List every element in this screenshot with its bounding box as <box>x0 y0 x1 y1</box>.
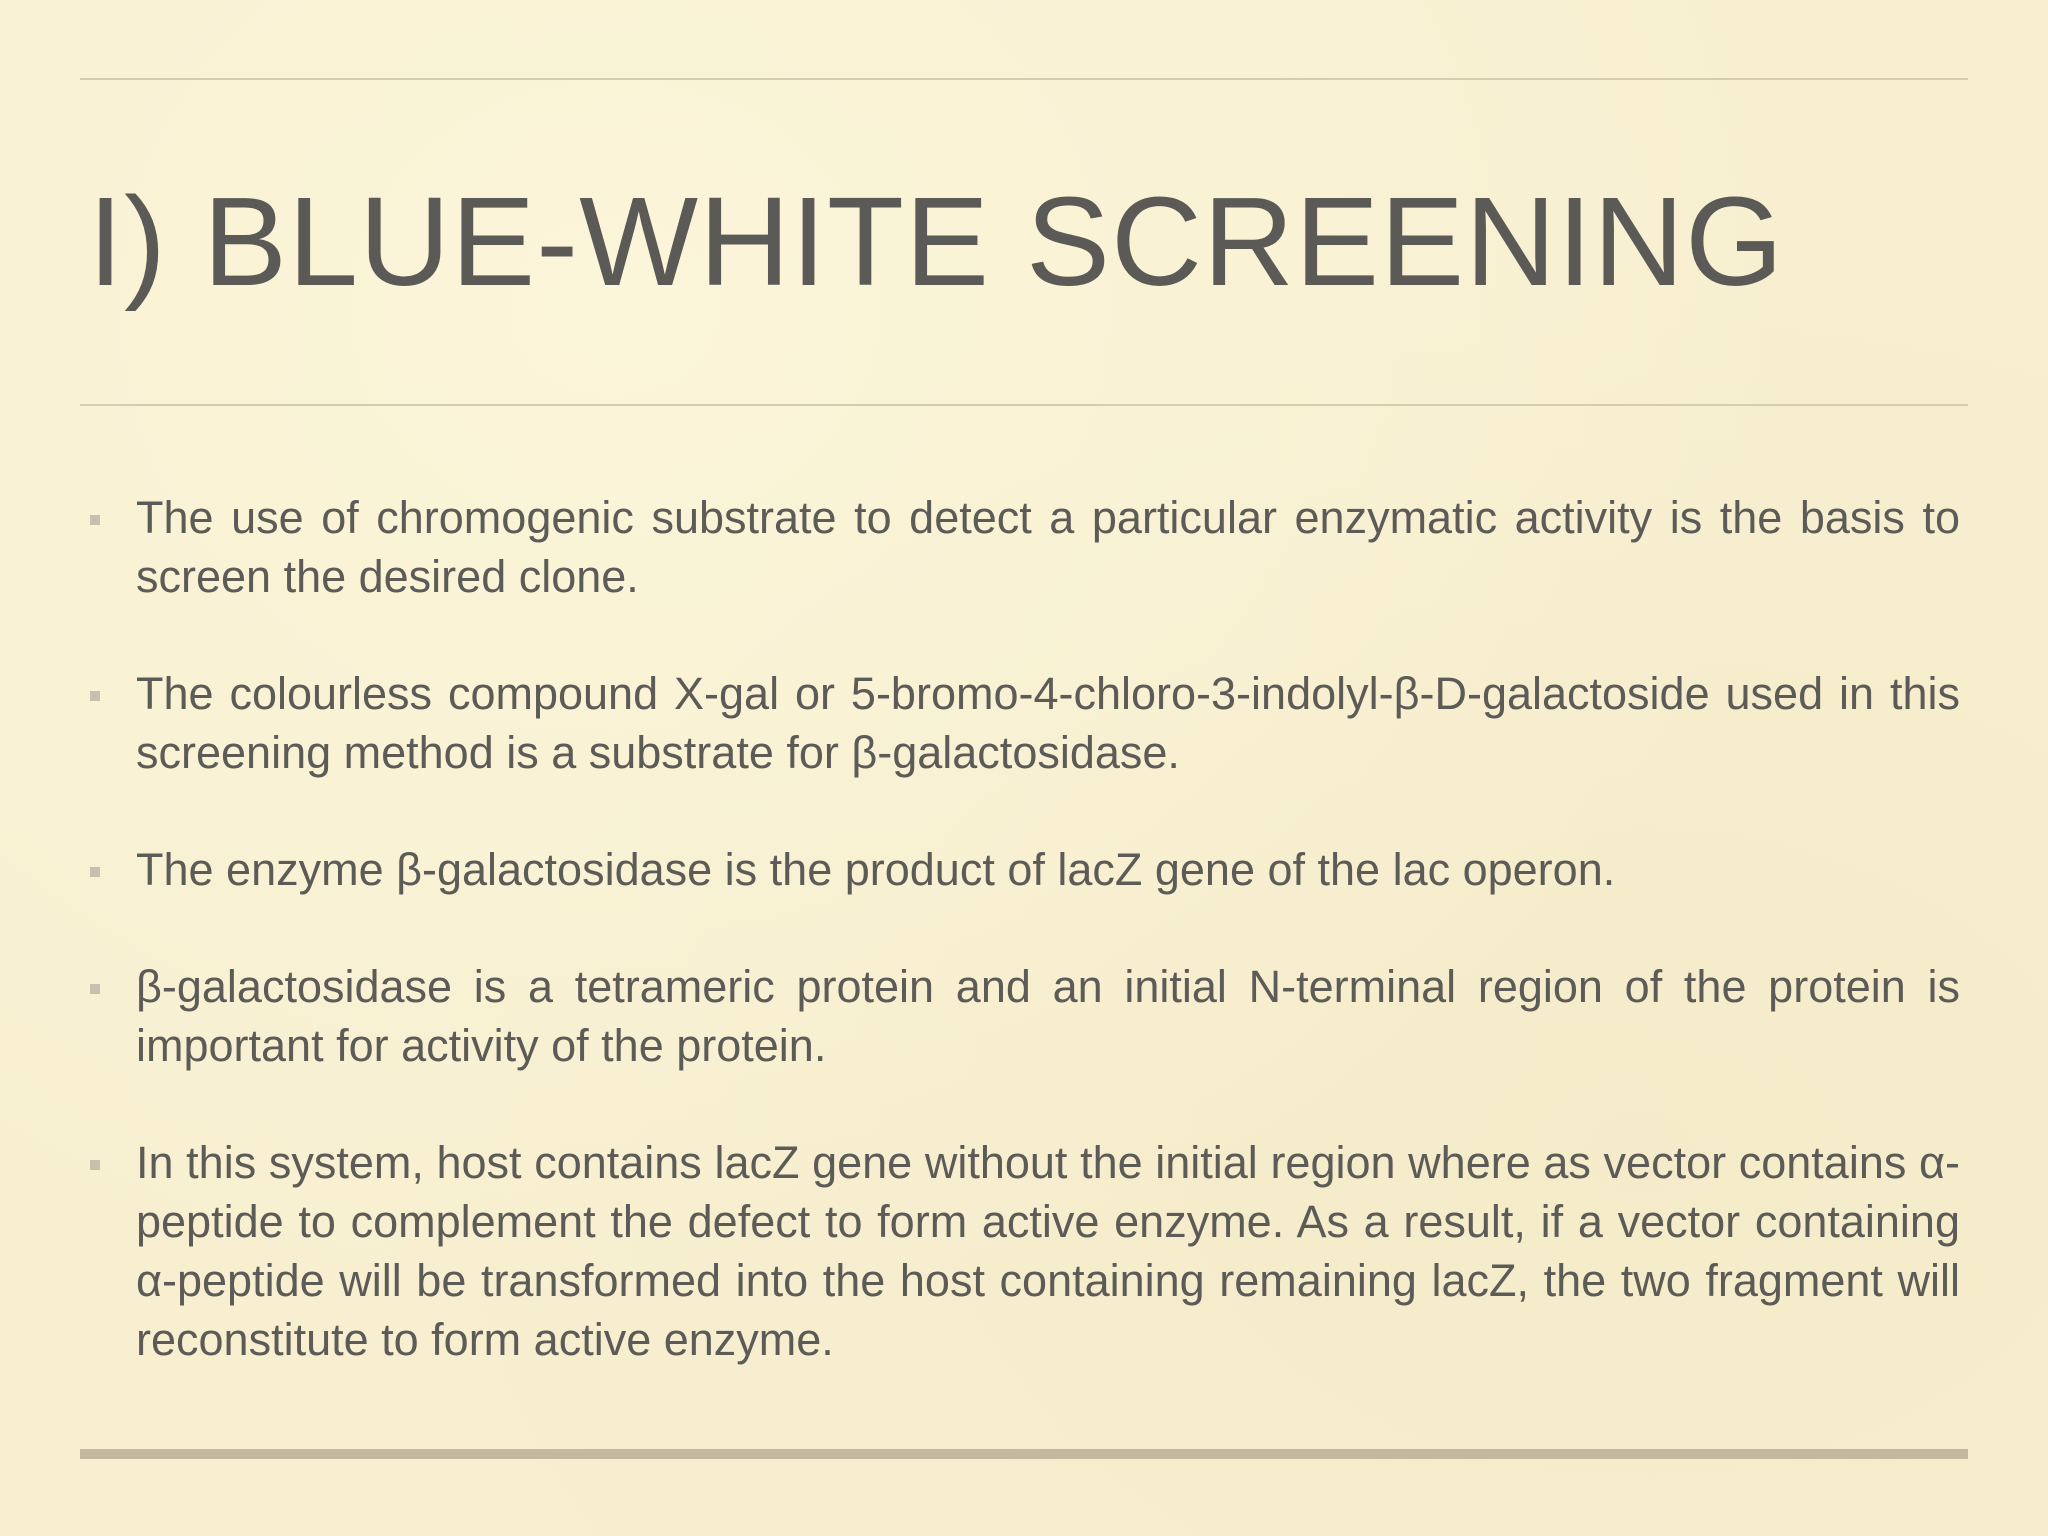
bullet-item <box>80 1133 1960 1369</box>
square-bullet-icon <box>90 867 100 877</box>
square-bullet-icon <box>90 984 100 994</box>
bullet-text: β-galactosidase is a tetrameric protein and an initial N-terminal region of the protein is important for activity of the protein. <box>136 961 1960 1071</box>
bullet-item <box>80 840 1960 899</box>
slide-title: I) BLUE-WHITE SCREENING <box>88 171 1785 312</box>
bullet-item <box>80 488 1960 606</box>
bullet-text: The use of chromogenic substrate to detect a particular enzymatic activity is the basis to screen the desired clone. <box>136 492 1960 602</box>
top-divider <box>80 78 1968 80</box>
bullet-text: In this system, host contains lacZ gene without the initial region where as vector contains α-peptide to complement the defect to form active enzyme. As a result, if a vector containing α-peptide will be transformed into the host containing remaining lacZ, the two fragment will reconstitute to form active enzyme. <box>136 1137 1960 1365</box>
square-bullet-icon <box>90 691 100 701</box>
bullet-item <box>80 957 1960 1075</box>
bullet-item <box>80 664 1960 782</box>
bullet-list <box>80 488 1960 1427</box>
square-bullet-icon <box>90 515 100 525</box>
bullet-text: The enzyme β-galactosidase is the product of lacZ gene of the lac operon. <box>136 844 1616 895</box>
title-divider <box>80 404 1968 406</box>
bottom-bar <box>80 1449 1968 1459</box>
square-bullet-icon <box>90 1160 100 1170</box>
bullet-text: The colourless compound X-gal or 5-bromo-4-chloro-3-indolyl-β-D-galactoside used in this screening method is a substrate for β-galactosidase. <box>136 668 1960 778</box>
